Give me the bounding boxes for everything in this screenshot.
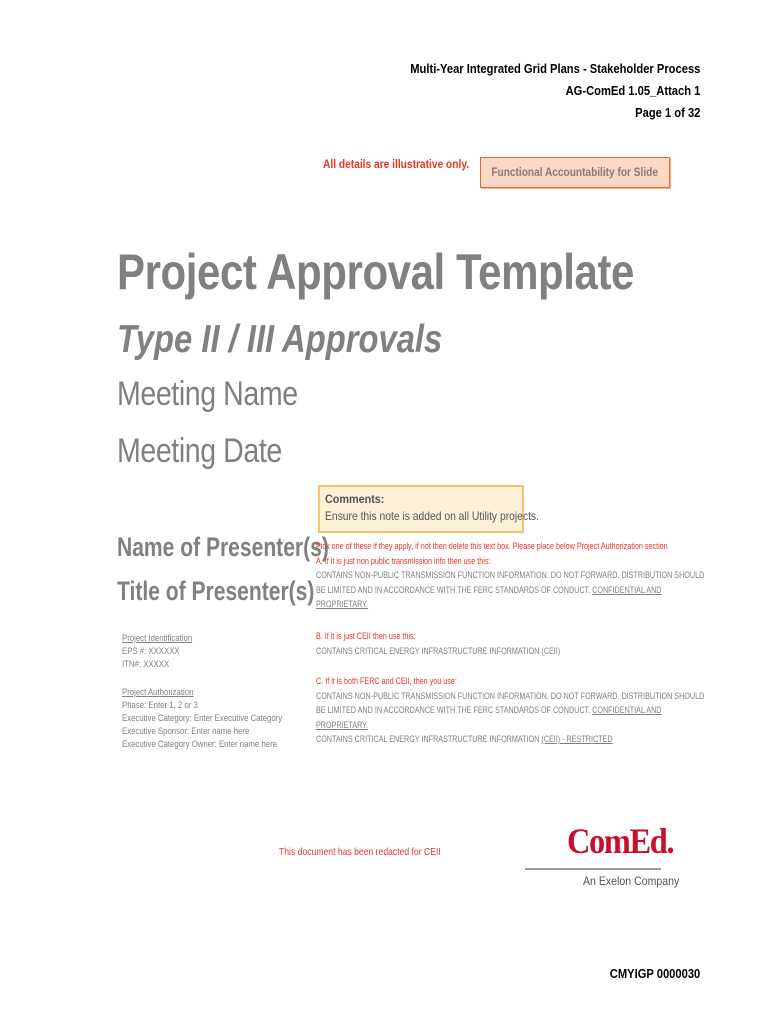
project-identification-heading: Project Identification <box>122 633 193 644</box>
footer-bates-number: CMYIGP 0000030 <box>609 966 700 981</box>
ceii-b-label: B. If it is just CEII then use this: <box>316 631 416 641</box>
ceii-a-text1: CONTAINS NON-PUBLIC TRANSMISSION FUNCTION INFORMATION. DO NOT FORWARD. DISTRIBUTION SHOULD <box>316 570 705 580</box>
comments-body: Ensure this note is added on all Utility projects. <box>325 509 539 523</box>
ceii-c-label: C. If it is both FERC and CEII, then you use: <box>316 676 457 686</box>
itn-number: ITN#: XXXXX <box>122 659 170 670</box>
project-identification <box>122 632 192 671</box>
ceii-section-c <box>316 674 704 747</box>
ceii-intro: Pick one of these if they apply, if not then delete this text box. Please place below Project Authorization section <box>316 541 668 551</box>
ceii-a-text2-underlined: CONFIDENTIAL AND <box>592 584 662 595</box>
illustrative-notice: All details are illustrative only. <box>323 157 470 171</box>
ceii-c-text4-underlined: (CEII) - RESTRICTED <box>541 734 613 744</box>
project-authorization <box>122 686 282 751</box>
ceii-section-a <box>316 539 704 612</box>
eps-number: EPS #: XXXXXX <box>122 646 180 657</box>
header-attachment-id: AG-ComEd 1.05_Attach 1 <box>565 83 700 98</box>
page-title: Project Approval Template <box>117 244 634 300</box>
ceii-c-text2-underlined: CONFIDENTIAL AND <box>592 705 662 715</box>
comed-logo-wordmark: ComEd. <box>567 821 674 861</box>
ceii-a-text2 <box>316 583 704 598</box>
logo-divider <box>525 868 661 870</box>
header-process-title: Multi-Year Integrated Grid Plans - Stakeholder Process <box>409 61 700 76</box>
phase-line: Phase: Enter 1, 2 or 3 <box>122 700 198 711</box>
ceii-c-text4 <box>316 732 704 747</box>
ceii-c-text2-plain: BE LIMITED AND IN ACCORDANCE WITH THE FERC STANDARDS OF CONDUCT. <box>316 705 593 715</box>
ceii-c-text1: CONTAINS NON-PUBLIC TRANSMISSION FUNCTION INFORMATION. DO NOT FORWARD. DISTRIBUTION SHOULD <box>316 690 705 701</box>
header-page-number: Page 1 of 32 <box>634 105 700 120</box>
ceii-a-label: A. If it is just non public transmission info then use this: <box>316 555 491 566</box>
ceii-c-text4-plain: CONTAINS CRITICAL ENERGY INFRASTRUCTURE INFORMATION <box>316 734 542 744</box>
meeting-date: Meeting Date <box>117 432 282 470</box>
comments-box <box>318 485 539 533</box>
executive-owner-line: Executive Category Owner: Enter name here <box>122 739 278 750</box>
comed-logo-tagline: An Exelon Company <box>583 874 680 888</box>
ceii-section-b <box>316 629 560 658</box>
document-header <box>410 58 700 124</box>
redaction-note: This document has been redacted for CEII <box>279 846 441 858</box>
ceii-a-text2-plain: BE LIMITED AND IN ACCORDANCE WITH THE FERC STANDARDS OF CONDUCT. <box>316 584 593 595</box>
ceii-b-text: CONTAINS CRITICAL ENERGY INFRASTRUCTURE INFORMATION (CEII) <box>316 645 561 656</box>
presenter-title: Title of Presenter(s) <box>117 576 315 606</box>
comments-heading: Comments: <box>325 492 385 506</box>
project-authorization-heading: Project Authorization <box>122 687 194 698</box>
executive-sponsor-line: Executive Sponsor: Enter name here <box>122 726 250 737</box>
executive-category-line: Executive Category: Enter Executive Category <box>122 713 283 724</box>
ceii-c-text2 <box>316 703 704 718</box>
comed-logo <box>525 820 680 890</box>
functional-accountability-label: Functional Accountability for Slide <box>491 166 659 179</box>
meeting-name: Meeting Name <box>117 375 298 413</box>
presenter-name: Name of Presenter(s) <box>117 532 329 562</box>
functional-accountability-box <box>480 157 670 188</box>
ceii-a-text3: PROPRIETARY. <box>316 599 369 609</box>
page-subtitle: Type II / III Approvals <box>117 318 443 361</box>
ceii-c-text3: PROPRIETARY. <box>316 719 369 730</box>
